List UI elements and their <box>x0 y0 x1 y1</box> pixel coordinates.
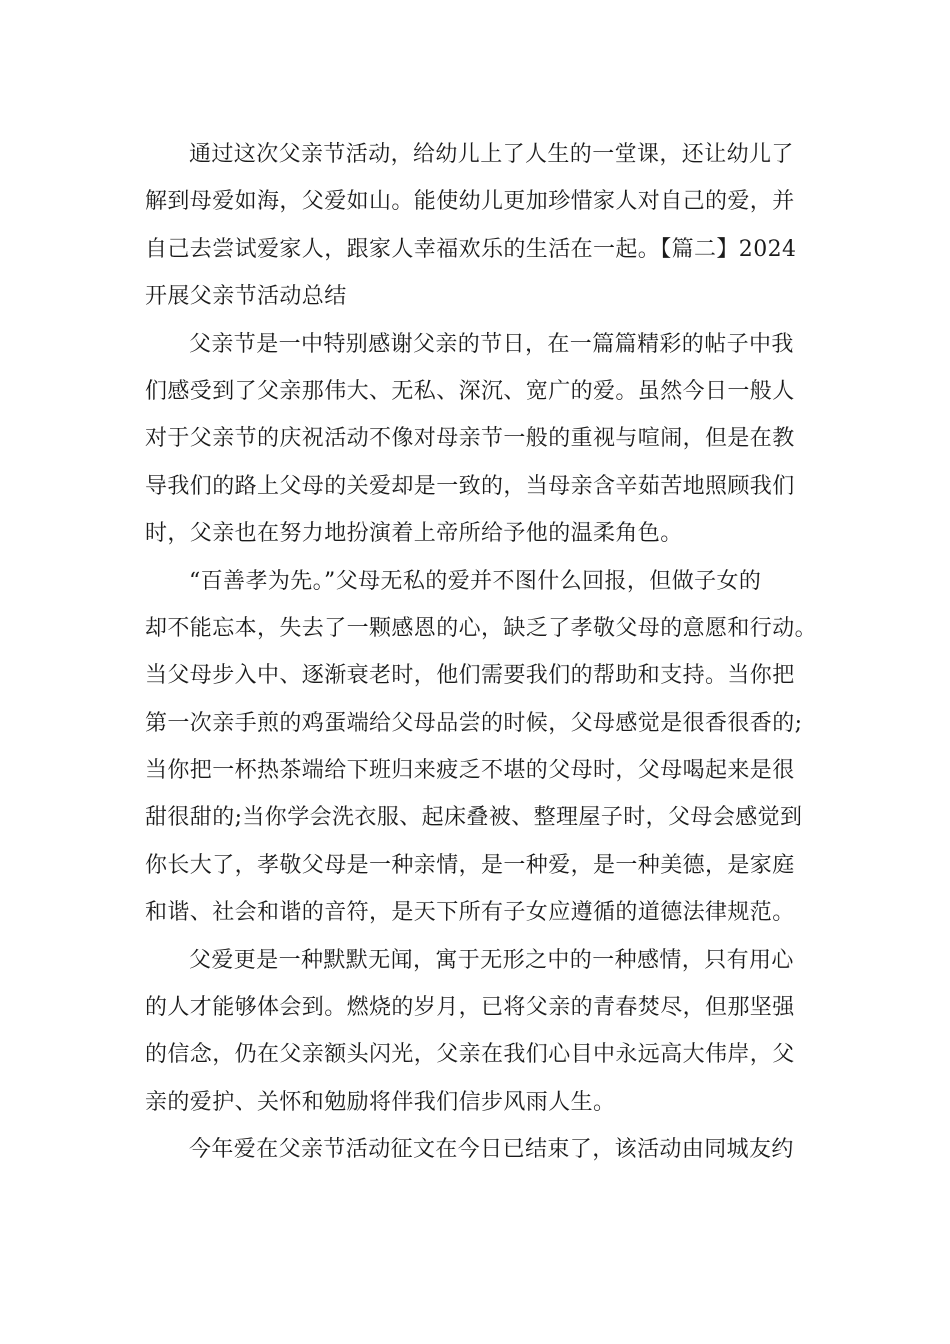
text-line: 你长大了，孝敬父母是一种亲情，是一种爱，是一种美德，是家庭 <box>145 852 795 878</box>
text-line: 自己去尝试爱家人，跟家人幸福欢乐的生活在一起。【篇二】2024 <box>145 236 797 262</box>
text-line: 导我们的路上父母的关爱却是一致的，当母亲含辛茹苦地照顾我们 <box>145 473 795 499</box>
text-line: 当你把一杯热茶端给下班归来疲乏不堪的父母时，父母喝起来是很 <box>145 758 795 784</box>
text-line: 的人才能够体会到。燃烧的岁月，已将父亲的青春焚尽，但那坚强 <box>145 995 795 1021</box>
text-line: 当父母步入中、逐渐衰老时，他们需要我们的帮助和支持。当你把 <box>145 663 795 689</box>
text-line: 第一次亲手煎的鸡蛋端给父母品尝的时候，父母感觉是很香很香的; <box>145 710 803 736</box>
text-line: 的信念，仍在父亲额头闪光，父亲在我们心目中永远高大伟岸，父 <box>145 1042 795 1068</box>
text-line: 父爱更是一种默默无闻，寓于无形之中的一种感情，只有用心 <box>189 947 794 973</box>
text-line: 父亲节是一中特别感谢父亲的节日，在一篇篇精彩的帖子中我 <box>189 331 794 357</box>
text-line: 亲的爱护、关怀和勉励将伴我们信步风雨人生。 <box>145 1089 616 1115</box>
text-line: 今年爱在父亲节活动征文在今日已结束了，该活动由同城友约 <box>189 1137 794 1163</box>
body-text <box>145 131 818 1174</box>
text-line: 甜很甜的;当你学会洗衣服、起床叠被、整理屋子时，父母会感觉到 <box>145 805 803 831</box>
text-line: 时，父亲也在努力地扮演着上帝所给予他的温柔角色。 <box>145 521 683 547</box>
text-line: “百善孝为先。”父母无私的爱并不图什么回报，但做子女的 <box>189 568 762 594</box>
text-line: 通过这次父亲节活动，给幼儿上了人生的一堂课，还让幼儿了 <box>189 142 794 167</box>
text-line: 和谐、社会和谐的音符，是天下所有子女应遵循的道德法律规范。 <box>145 900 795 926</box>
text-line: 开展父亲节活动总结 <box>145 284 347 310</box>
text-line: 对于父亲节的庆祝活动不像对母亲节一般的重视与喧闹，但是在教 <box>145 426 795 452</box>
text-line: 解到母爱如海，父爱如山。能使幼儿更加珍惜家人对自己的爱，并 <box>145 189 795 215</box>
text-line: 却不能忘本，失去了一颗感恩的心，缺乏了孝敬父母的意愿和行动。 <box>145 615 818 641</box>
text-line: 们感受到了父亲那伟大、无私、深沉、宽广的爱。虽然今日一般人 <box>145 378 795 404</box>
